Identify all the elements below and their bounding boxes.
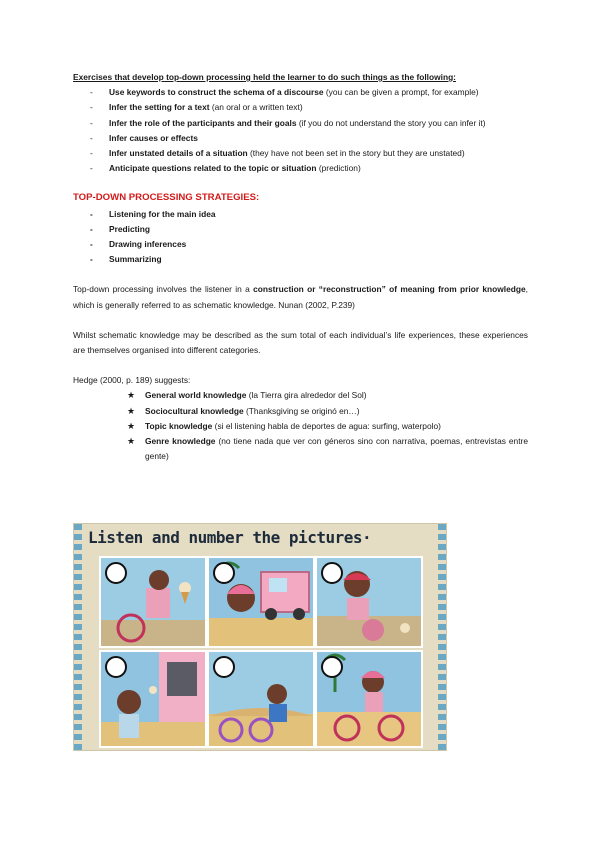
list-item: - Anticipate questions related to the topic or situation (prediction) xyxy=(90,163,361,174)
list-item: - Predicting xyxy=(90,223,150,234)
exercises-heading: Exercises that develop top-down processing held the learner to do such things as the following: xyxy=(73,72,456,82)
hedge-intro: Hedge (2000, p. 189) suggests: xyxy=(73,375,191,386)
list-item: - Drawing inferences xyxy=(90,239,187,250)
list-item: - Infer unstated details of a situation (they have not been set in the story but they are unstated) xyxy=(90,148,465,159)
star-icon: ★ xyxy=(127,436,136,447)
worksheet-image xyxy=(73,523,447,751)
list-item: - Infer the role of the participants and their goals (if you do not understand the story you can infer it) xyxy=(90,117,486,128)
list-item: - Listening for the main idea xyxy=(90,208,216,219)
list-item: ★ Topic knowledge (si el listening habla de deportes de agua: surfing, waterpolo) xyxy=(73,419,528,434)
picture-panel xyxy=(99,650,207,748)
strategies-title: TOP-DOWN PROCESSING STRATEGIES: xyxy=(73,192,260,204)
picture-panel xyxy=(315,556,423,648)
number-circle[interactable] xyxy=(213,562,235,584)
exercises-list xyxy=(73,85,528,176)
worksheet-border xyxy=(74,524,82,750)
hedge-list xyxy=(73,388,528,464)
paragraph-top-down: Top-down processing involves the listener in a construction or “reconstruction” of meaning from prior knowledge, which is generally referred to as schematic knowledge. Nunan (2002, P.239) xyxy=(73,284,528,310)
worksheet-title: Listen and number the pictures· xyxy=(88,528,372,547)
picture-panel xyxy=(99,556,207,648)
paragraph-schematic: Whilst schematic knowledge may be described as the sum total of each individual’s life experiences, these experiences are themselves organised into different categories. xyxy=(73,329,528,356)
number-circle[interactable] xyxy=(105,656,127,678)
list-item: - Infer the setting for a text (an oral or a written text) xyxy=(90,102,303,113)
number-circle[interactable] xyxy=(213,656,235,678)
star-icon: ★ xyxy=(127,405,136,416)
number-circle[interactable] xyxy=(321,562,343,584)
list-item: ★ General world knowledge (la Tierra gira alrededor del Sol) xyxy=(73,388,528,403)
list-item: - Infer causes or effects xyxy=(90,132,198,143)
star-icon: ★ xyxy=(127,420,136,431)
number-circle[interactable] xyxy=(105,562,127,584)
strategies-list xyxy=(73,207,528,268)
list-item: - Summarizing xyxy=(90,254,162,265)
number-circle[interactable] xyxy=(321,656,343,678)
picture-panel xyxy=(315,650,423,748)
list-item: ★ Sociocultural knowledge (Thanksgiving se originó en…) xyxy=(73,404,528,419)
document-body xyxy=(73,70,528,464)
list-item: ★ Genre knowledge (no tiene nada que ver con géneros sino con narrativa, poemas, entrevistas entre gente) xyxy=(127,436,528,462)
picture-panel xyxy=(207,650,315,748)
star-icon: ★ xyxy=(127,390,136,401)
picture-panel xyxy=(207,556,315,648)
list-item: - Use keywords to construct the schema of a discourse (you can be given a prompt, for example) xyxy=(90,87,479,98)
worksheet-border xyxy=(438,524,446,750)
